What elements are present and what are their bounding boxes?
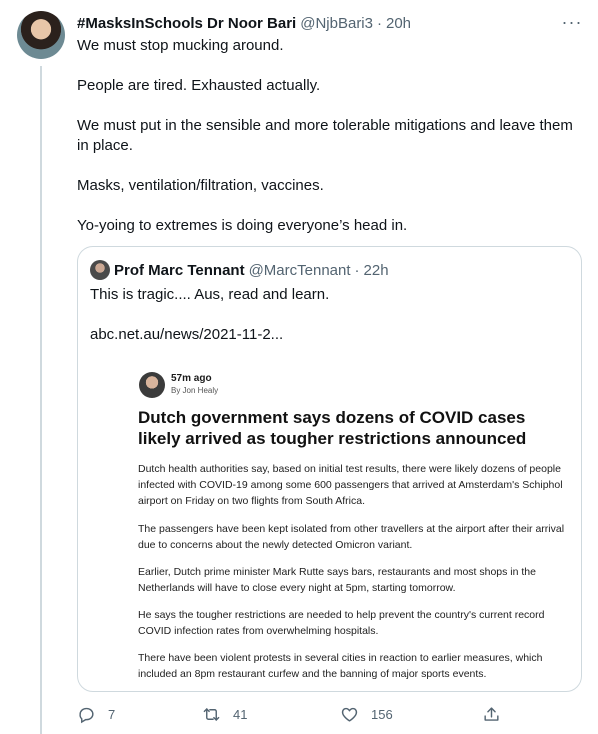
like-count: 156 <box>371 706 393 722</box>
separator-dot: · <box>354 261 360 279</box>
article-paragraph: He says the tougher restrictions are needed to help prevent the country's current record COVID infection rates from overwhelming hospitals. <box>138 609 545 637</box>
article-paragraph: Dutch health authorities say, based on initial test results, there were likely dozens of people infected with COVID-19 among some 600 passengers that arrived at Amsterdam's Schiphol airport on Friday on two flights from South Africa. <box>138 463 563 507</box>
share-button[interactable] <box>482 702 501 726</box>
avatar[interactable] <box>17 11 65 59</box>
article-paragraph: Earlier, Dutch prime minister Mark Rutte says bars, restaurants and most shops in the Netherlands will have to close every night at 5pm, starting tomorrow. <box>138 566 536 594</box>
article-paragraph: There have been violent protests in several cities in reaction to earlier measures, which included an 8pm restaurant curfew and the banning of major sports events. <box>138 652 543 680</box>
article-screenshot[interactable] <box>90 355 570 685</box>
more-icon: ··· <box>561 11 583 32</box>
article-title: Dutch government says dozens of COVID cases likely arrived as tougher restrictions announced <box>138 408 527 448</box>
quoted-avatar <box>90 260 110 280</box>
timestamp[interactable]: 20h <box>386 14 412 32</box>
article-author: By Jon Healy <box>171 386 219 395</box>
reply-button[interactable] <box>77 702 115 726</box>
tweet-paragraph: Yo-yoing to extremes is doing everyone’s head in. <box>77 217 408 234</box>
retweet-icon <box>202 705 221 724</box>
separator-dot: · <box>377 14 382 32</box>
thread-line <box>40 66 42 734</box>
tweet-paragraph: We must stop mucking around. <box>77 37 284 54</box>
heart-icon <box>340 705 359 724</box>
quoted-display-name: Prof Marc Tennant <box>114 261 245 279</box>
article-time: 57m ago <box>171 373 212 384</box>
like-button[interactable] <box>340 702 393 726</box>
quoted-text: This is tragic.... Aus, read and learn. <box>90 286 330 303</box>
quoted-handle: @MarcTennant <box>248 261 351 279</box>
author-avatar <box>139 372 165 398</box>
tweet-paragraph: People are tired. Exhausted actually. <box>77 77 321 94</box>
quoted-header <box>114 260 389 280</box>
reply-count: 7 <box>108 706 116 722</box>
quoted-timestamp: 22h <box>363 261 389 279</box>
tweet-paragraph: Masks, ventilation/filtration, vaccines. <box>77 177 324 194</box>
action-bar <box>77 702 557 726</box>
article-paragraph: The passengers have been kept isolated from other travellers at the airport after their arrival due to concerns about the newly detected Omicron variant. <box>138 523 565 551</box>
reply-icon <box>77 705 96 724</box>
quoted-tweet[interactable] <box>77 246 582 692</box>
user-handle[interactable]: @NjbBari3 <box>300 14 373 32</box>
share-icon <box>482 705 501 724</box>
more-options-button[interactable] <box>560 10 584 34</box>
display-name[interactable]: #MasksInSchools Dr Noor Bari <box>77 14 297 32</box>
retweet-count: 41 <box>233 706 248 722</box>
tweet-header <box>77 13 411 33</box>
tweet-paragraph: We must put in the sensible and more tolerable mitigations and leave them in place. <box>77 117 573 154</box>
retweet-button[interactable] <box>202 702 247 726</box>
quoted-link[interactable]: abc.net.au/news/2021-11-2... <box>90 326 284 343</box>
